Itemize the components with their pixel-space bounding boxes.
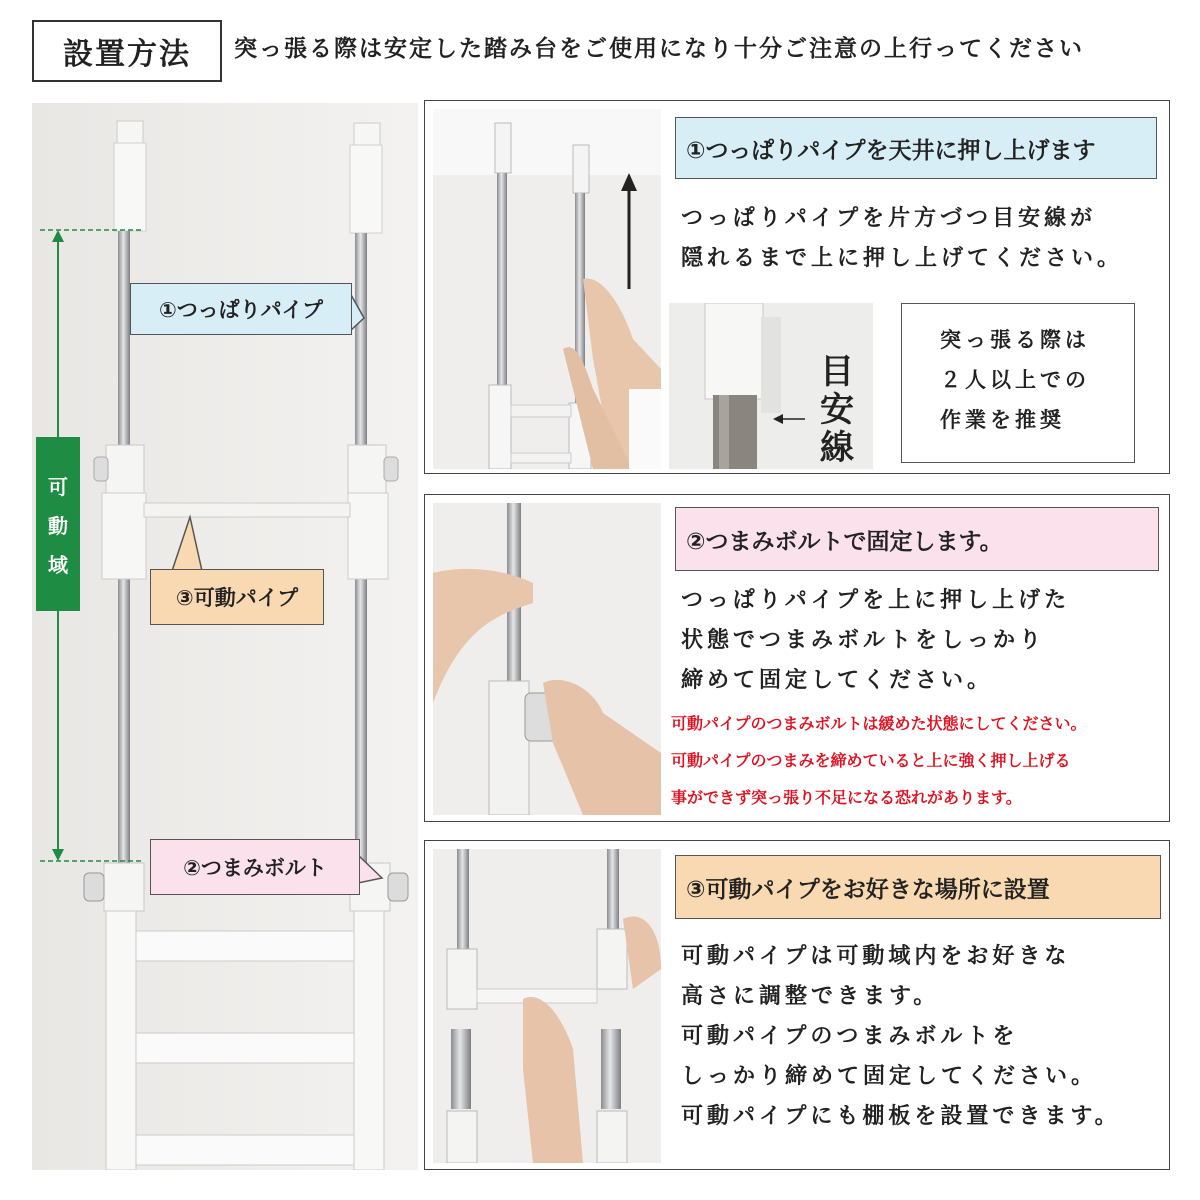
step2-warning [671,705,1087,816]
text-line: しっかり締めて固定してください。 [681,1064,1098,1089]
text-line: 状態でつまみボルトをしっかり [681,628,1046,653]
step2-title: ②つまみボルトで固定します。 [675,507,1159,571]
text-line: 作業を推奨 [940,408,1065,432]
text-line: 可動パイプのつまみボルトを [681,1024,1019,1049]
text-line: 締めて固定してください。 [681,668,994,693]
callout-movable-pipe: ③可動パイプ [150,569,324,625]
step2-description [681,581,1070,701]
warning-line: 事ができず突っ張り不足になる恐れがあります。 [671,788,1022,807]
text-line: 突っ張る際は [940,328,1090,352]
step2-photo [433,503,661,815]
range-char: 域 [48,552,68,577]
mark-char: 目 [820,352,854,392]
step1-panel [424,100,1170,474]
step3-description [681,937,1121,1137]
warning-line: 可動パイプのつまみを締めていると上に強く押し上げる [671,751,1071,770]
range-char: 可 [48,474,68,499]
text-line: 高さに調整できます。 [681,984,940,1009]
product-photo [32,103,418,1170]
ladder-rack-illustration [32,103,418,1170]
step1-description [681,199,1123,279]
callout-tension-pipe: ①つっぱりパイプ [130,283,352,335]
guide-line-label [817,353,857,467]
step1-title: ①つっぱりパイプを天井に押し上げます [675,117,1157,179]
step1-photo [433,109,661,469]
text-line: 可動パイプは可動域内をお好きな [681,944,1071,969]
page-title: 設置方法 [32,20,222,82]
text-line: つっぱりパイプを片方づつ目安線が [681,206,1097,231]
text-line: つっぱりパイプを上に押し上げた [681,588,1071,613]
step3-photo [433,849,661,1163]
range-char: 動 [48,513,68,538]
text-line: 隠れるまで上に押し上げてください。 [681,246,1124,271]
text-line: ２人以上での [940,368,1090,392]
step3-panel [424,840,1170,1170]
step3-title: ③可動パイプをお好きな場所に設置 [675,855,1161,919]
callout-knob-bolt: ②つまみボルト [150,839,360,895]
safety-note: 突っ張る際は安定した踏み台をご使用になり十分ご注意の上行ってください [234,36,1084,62]
text-line: 可動パイプにも棚板を設置できます。 [681,1104,1121,1129]
warning-line: 可動パイプのつまみボルトは緩めた状態にしてください。 [671,714,1087,733]
mark-char: 線 [820,428,854,468]
two-person-note [901,303,1135,463]
mark-char: 安 [820,390,854,430]
step2-panel [424,494,1170,822]
movable-range-label [36,437,80,611]
